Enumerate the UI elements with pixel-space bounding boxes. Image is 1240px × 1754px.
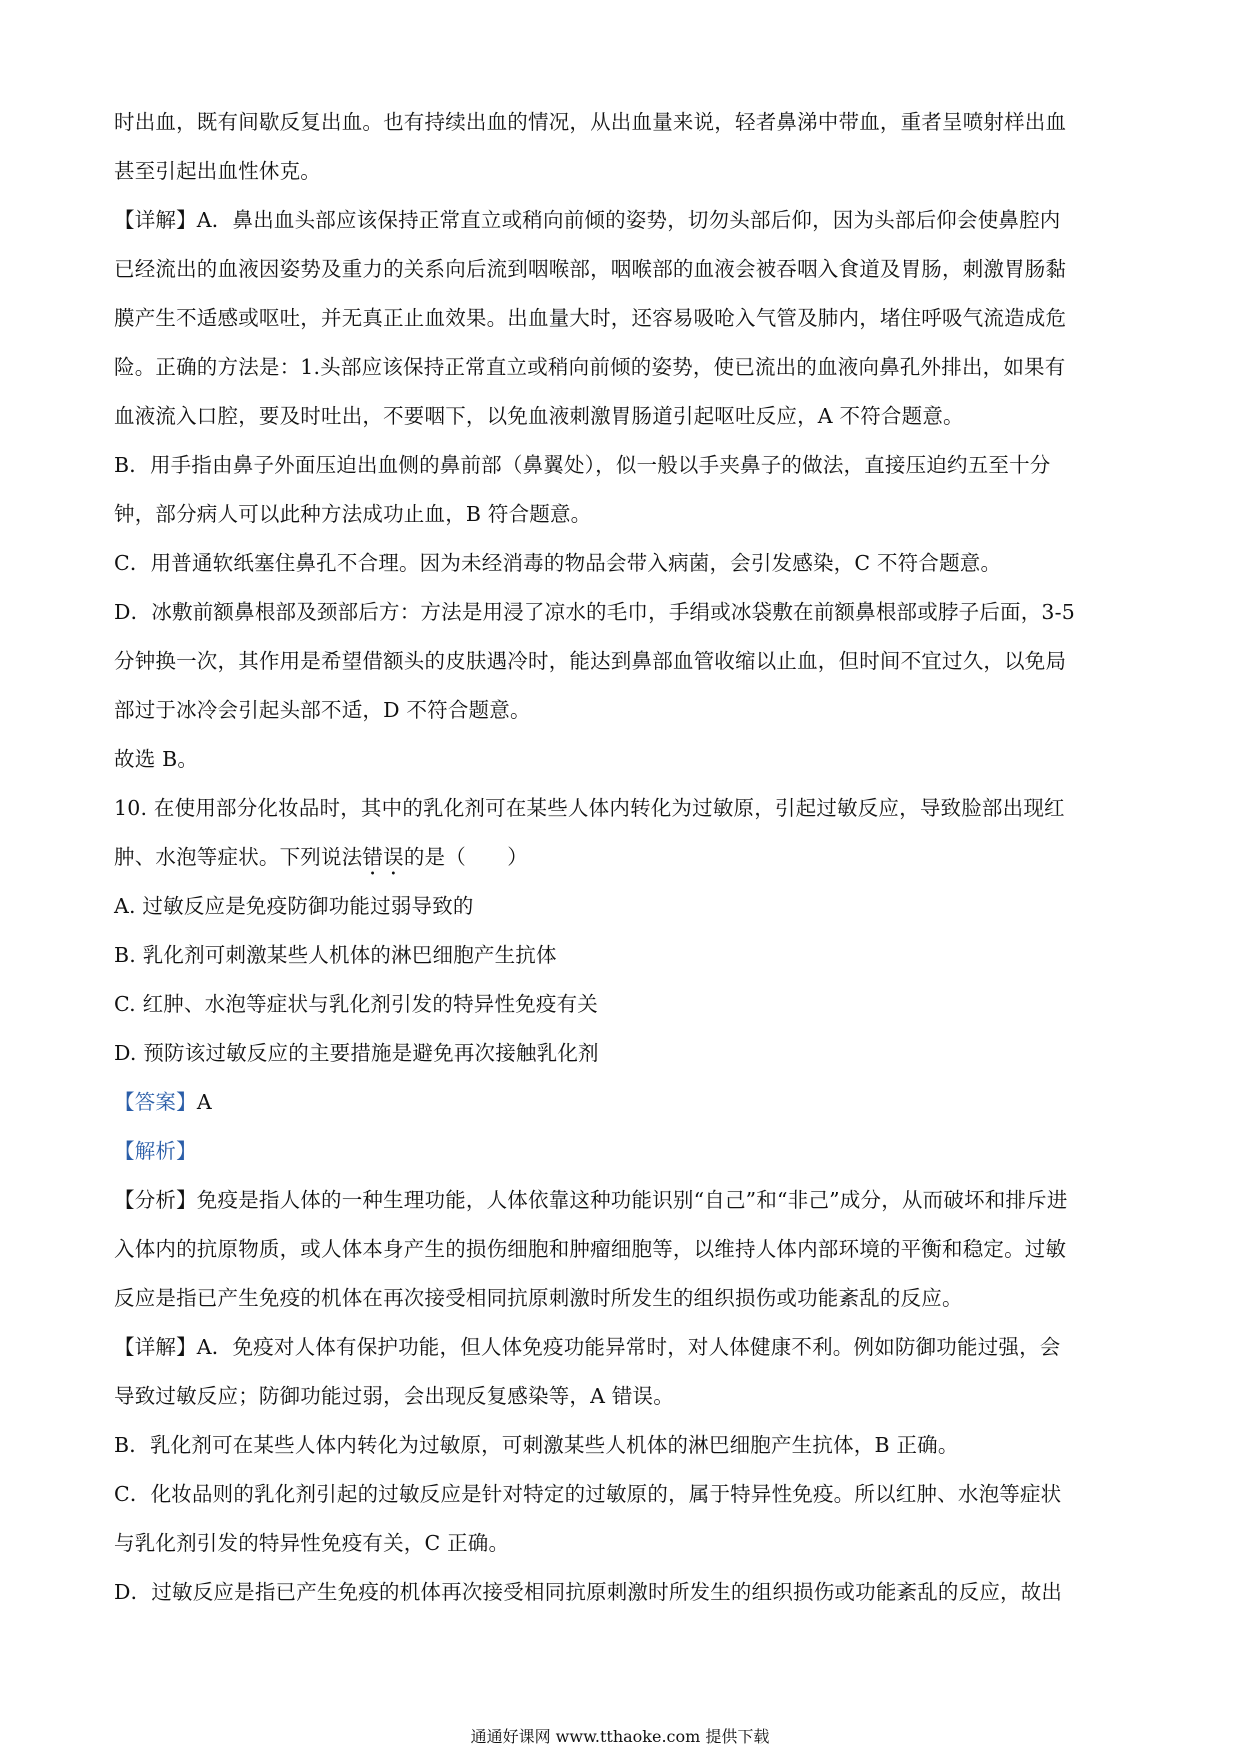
- text-line: 分钟换一次，其作用是希望借额头的皮肤遇冷时，能达到鼻部血管收缩以止血，但时间不宜过久，以免局: [114, 649, 1067, 673]
- page-footer: 通通好课网 www.tthaoke.com 提供下载: [470, 1727, 770, 1746]
- text-line: 时出血，既有间歇反复出血。也有持续出血的情况，从出血量来说，轻者鼻涕中带血，重者呈喷射样出血: [114, 110, 1067, 134]
- text-line: D．过敏反应是指已产生免疫的机体再次接受相同抗原刺激时所发生的组织损伤或功能紊乱的反应，故出: [114, 1580, 1063, 1604]
- question-10-stem-text: 肿、水泡等症状。下列说法: [114, 845, 363, 869]
- text-line: 故选 B。: [114, 747, 199, 771]
- option-b: B. 乳化剂可刺激某些人机体的淋巴细胞产生抗体: [114, 943, 557, 967]
- text-line: 【详解】A．鼻出血头部应该保持正常直立或稍向前倾的姿势，切勿头部后仰，因为头部后仰会使鼻腔内: [114, 208, 1061, 232]
- text-line: 导致过敏反应；防御功能过弱，会出现反复感染等，A 错误。: [114, 1384, 674, 1408]
- answer-label: 【答案】: [114, 1090, 197, 1114]
- text-line: 险。正确的方法是：1.头部应该保持正常直立或稍向前倾的姿势，使已流出的血液向鼻孔外排出，如果有: [114, 355, 1066, 379]
- answer-value: A: [196, 1090, 212, 1114]
- text-line: 钟，部分病人可以此种方法成功止血，B 符合题意。: [114, 502, 592, 526]
- text-line: 血液流入口腔，要及时吐出，不要咽下，以免血液刺激胃肠道引起呕吐反应，A 不符合题意。: [114, 404, 964, 428]
- text-line: C．用普通软纸塞住鼻孔不合理。因为未经消毒的物品会带入病菌，会引发感染，C 不符合题意。: [114, 551, 1002, 575]
- text-line: D．冰敷前额鼻根部及颈部后方：方法是用浸了凉水的毛巾，手绢或冰袋敷在前额鼻根部或脖子后面，3-5: [114, 600, 1076, 624]
- emphasized-word: 错误: [362, 845, 404, 869]
- text-line: 反应是指已产生免疫的机体在再次接受相同抗原刺激时所发生的组织损伤或功能紊乱的反应。: [114, 1286, 963, 1310]
- text-line: 部过于冰冷会引起头部不适，D 不符合题意。: [114, 698, 531, 722]
- text-line: C．化妆品则的乳化剂引起的过敏反应是针对特定的过敏原的，属于特异性免疫。所以红肿、水泡等症状: [114, 1482, 1062, 1506]
- text-line: B．用手指由鼻子外面压迫出血侧的鼻前部（鼻翼处），似一般以手夹鼻子的做法，直接压迫约五至十分: [114, 453, 1051, 477]
- text-line: 膜产生不适感或呕吐，并无真正止血效果。出血量大时，还容易吸呛入气管及肺内，堵住呼吸气流造成危: [114, 306, 1067, 330]
- option-c: C. 红肿、水泡等症状与乳化剂引发的特异性免疫有关: [114, 992, 598, 1016]
- question-10-stem-continued: [114, 833, 1124, 882]
- analysis-row: [114, 1127, 1124, 1176]
- option-a: A. 过敏反应是免疫防御功能过弱导致的: [114, 894, 474, 918]
- text-line: 甚至引起出血性休克。: [114, 159, 321, 183]
- document-body: [114, 98, 1124, 1617]
- answer-row: [114, 1078, 1124, 1127]
- question-10-stem-text: 的是（ ）: [403, 845, 529, 869]
- text-line: 【详解】A．免疫对人体有保护功能，但人体免疫功能异常时，对人体健康不利。例如防御功能过强，会: [114, 1335, 1061, 1359]
- text-line: 入体内的抗原物质，或人体本身产生的损伤细胞和肿瘤细胞等，以维持人体内部环境的平衡和稳定。过敏: [114, 1237, 1067, 1261]
- analysis-label: 【解析】: [114, 1139, 197, 1163]
- text-line: 与乳化剂引发的特异性免疫有关，C 正确。: [114, 1531, 510, 1555]
- text-line: B．乳化剂可在某些人体内转化为过敏原，可刺激某些人机体的淋巴细胞产生抗体，B 正确。: [114, 1433, 959, 1457]
- option-d: D. 预防该过敏反应的主要措施是避免再次接触乳化剂: [114, 1041, 599, 1065]
- question-10-stem: 10. 在使用部分化妆品时，其中的乳化剂可在某些人体内转化为过敏原，引起过敏反应，导致脸部出现红: [114, 796, 1065, 820]
- text-line: 【分析】免疫是指人体的一种生理功能，人体依靠这种功能识别“自己”和“非己”成分，从而破坏和排斥进: [114, 1188, 1068, 1212]
- text-line: 已经流出的血液因姿势及重力的关系向后流到咽喉部，咽喉部的血液会被吞咽入食道及胃肠，刺激胃肠黏: [114, 257, 1067, 281]
